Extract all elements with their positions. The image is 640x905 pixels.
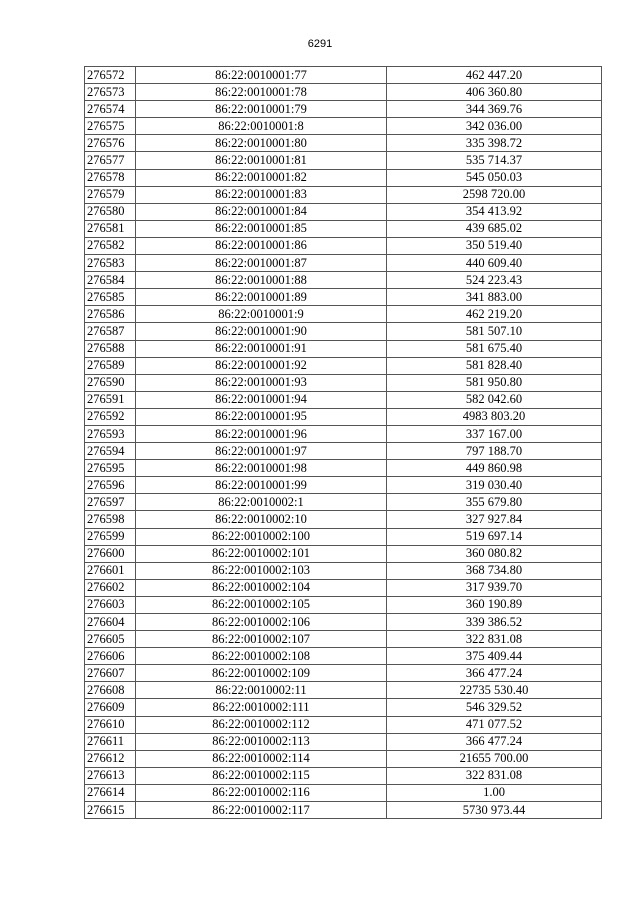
cadastral-number-cell: 86:22:0010001:93 bbox=[136, 374, 387, 391]
row-number-cell: 276583 bbox=[85, 255, 136, 272]
cadastral-number-cell: 86:22:0010002:105 bbox=[136, 596, 387, 613]
cadastral-number-cell: 86:22:0010001:92 bbox=[136, 357, 387, 374]
row-number-cell: 276596 bbox=[85, 477, 136, 494]
table-row bbox=[85, 716, 602, 733]
cadastral-number-cell: 86:22:0010001:81 bbox=[136, 152, 387, 169]
cadastral-value-cell: 797 188.70 bbox=[387, 443, 602, 460]
row-number-cell: 276574 bbox=[85, 101, 136, 118]
row-number-cell: 276600 bbox=[85, 545, 136, 562]
row-number-cell: 276578 bbox=[85, 169, 136, 186]
cadastral-value-cell: 319 030.40 bbox=[387, 477, 602, 494]
table-row bbox=[85, 374, 602, 391]
table-row bbox=[85, 443, 602, 460]
cadastral-value-cell: 341 883.00 bbox=[387, 289, 602, 306]
row-number-cell: 276597 bbox=[85, 494, 136, 511]
cadastral-number-cell: 86:22:0010001:97 bbox=[136, 443, 387, 460]
table-row bbox=[85, 408, 602, 425]
cadastral-value-cell: 519 697.14 bbox=[387, 528, 602, 545]
table-row bbox=[85, 169, 602, 186]
table-row bbox=[85, 665, 602, 682]
row-number-cell: 276606 bbox=[85, 648, 136, 665]
row-number-cell: 276615 bbox=[85, 802, 136, 819]
page-number: 6291 bbox=[307, 38, 333, 50]
cadastral-value-cell: 535 714.37 bbox=[387, 152, 602, 169]
cadastral-value-cell: 545 050.03 bbox=[387, 169, 602, 186]
table-row bbox=[85, 596, 602, 613]
row-number-cell: 276609 bbox=[85, 699, 136, 716]
row-number-cell: 276581 bbox=[85, 220, 136, 237]
cadastral-value-cell: 327 927.84 bbox=[387, 511, 602, 528]
cadastral-value-cell: 337 167.00 bbox=[387, 425, 602, 442]
cadastral-number-cell: 86:22:0010002:11 bbox=[136, 682, 387, 699]
cadastral-number-cell: 86:22:0010002:116 bbox=[136, 784, 387, 801]
cadastral-value-cell: 4983 803.20 bbox=[387, 408, 602, 425]
cadastral-number-cell: 86:22:0010001:87 bbox=[136, 255, 387, 272]
row-number-cell: 276613 bbox=[85, 767, 136, 784]
table-row bbox=[85, 784, 602, 801]
table-row bbox=[85, 84, 602, 101]
table-row bbox=[85, 289, 602, 306]
table-row bbox=[85, 118, 602, 135]
table-row bbox=[85, 562, 602, 579]
table-row bbox=[85, 186, 602, 203]
cadastral-number-cell: 86:22:0010001:85 bbox=[136, 220, 387, 237]
cadastral-number-cell: 86:22:0010001:79 bbox=[136, 101, 387, 118]
cadastral-value-cell: 366 477.24 bbox=[387, 665, 602, 682]
row-number-cell: 276602 bbox=[85, 579, 136, 596]
cadastral-number-cell: 86:22:0010001:9 bbox=[136, 306, 387, 323]
cadastral-number-cell: 86:22:0010002:113 bbox=[136, 733, 387, 750]
table-row bbox=[85, 425, 602, 442]
cadastral-number-cell: 86:22:0010002:107 bbox=[136, 631, 387, 648]
cadastral-value-cell: 2598 720.00 bbox=[387, 186, 602, 203]
cadastral-number-cell: 86:22:0010001:78 bbox=[136, 84, 387, 101]
cadastral-value-cell: 322 831.08 bbox=[387, 767, 602, 784]
row-number-cell: 276572 bbox=[85, 67, 136, 84]
cadastral-value-cell: 322 831.08 bbox=[387, 631, 602, 648]
cadastral-value-cell: 354 413.92 bbox=[387, 203, 602, 220]
table-row bbox=[85, 699, 602, 716]
cadastral-number-cell: 86:22:0010002:100 bbox=[136, 528, 387, 545]
table-row bbox=[85, 220, 602, 237]
table-row bbox=[85, 528, 602, 545]
cadastral-value-cell: 581 507.10 bbox=[387, 323, 602, 340]
row-number-cell: 276595 bbox=[85, 460, 136, 477]
cadastral-number-cell: 86:22:0010002:112 bbox=[136, 716, 387, 733]
table-row bbox=[85, 323, 602, 340]
row-number-cell: 276608 bbox=[85, 682, 136, 699]
table-row bbox=[85, 237, 602, 254]
cadastral-number-cell: 86:22:0010001:95 bbox=[136, 408, 387, 425]
cadastral-value-cell: 342 036.00 bbox=[387, 118, 602, 135]
table-row bbox=[85, 255, 602, 272]
cadastral-value-cell: 5730 973.44 bbox=[387, 802, 602, 819]
table-row bbox=[85, 648, 602, 665]
cadastral-number-cell: 86:22:0010002:117 bbox=[136, 802, 387, 819]
cadastral-value-cell: 546 329.52 bbox=[387, 699, 602, 716]
table-row bbox=[85, 733, 602, 750]
row-number-cell: 276610 bbox=[85, 716, 136, 733]
table-row bbox=[85, 494, 602, 511]
row-number-cell: 276575 bbox=[85, 118, 136, 135]
cadastral-number-cell: 86:22:0010002:108 bbox=[136, 648, 387, 665]
row-number-cell: 276593 bbox=[85, 425, 136, 442]
cadastral-number-cell: 86:22:0010001:91 bbox=[136, 340, 387, 357]
cadastral-number-cell: 86:22:0010002:114 bbox=[136, 750, 387, 767]
cadastral-number-cell: 86:22:0010002:103 bbox=[136, 562, 387, 579]
cadastral-value-cell: 375 409.44 bbox=[387, 648, 602, 665]
row-number-cell: 276573 bbox=[85, 84, 136, 101]
cadastral-value-cell: 524 223.43 bbox=[387, 272, 602, 289]
table-row bbox=[85, 750, 602, 767]
table-row bbox=[85, 152, 602, 169]
table-body bbox=[85, 67, 602, 819]
cadastral-value-cell: 581 828.40 bbox=[387, 357, 602, 374]
cadastral-number-cell: 86:22:0010001:84 bbox=[136, 203, 387, 220]
row-number-cell: 276586 bbox=[85, 306, 136, 323]
cadastral-number-cell: 86:22:0010001:86 bbox=[136, 237, 387, 254]
cadastral-value-cell: 449 860.98 bbox=[387, 460, 602, 477]
cadastral-number-cell: 86:22:0010001:77 bbox=[136, 67, 387, 84]
cadastral-value-table bbox=[84, 66, 602, 819]
cadastral-value-cell: 581 950.80 bbox=[387, 374, 602, 391]
cadastral-value-cell: 582 042.60 bbox=[387, 391, 602, 408]
cadastral-number-cell: 86:22:0010002:104 bbox=[136, 579, 387, 596]
cadastral-number-cell: 86:22:0010001:99 bbox=[136, 477, 387, 494]
cadastral-value-cell: 462 447.20 bbox=[387, 67, 602, 84]
cadastral-number-cell: 86:22:0010002:115 bbox=[136, 767, 387, 784]
row-number-cell: 276611 bbox=[85, 733, 136, 750]
table-row bbox=[85, 477, 602, 494]
row-number-cell: 276584 bbox=[85, 272, 136, 289]
row-number-cell: 276604 bbox=[85, 614, 136, 631]
row-number-cell: 276599 bbox=[85, 528, 136, 545]
cadastral-number-cell: 86:22:0010001:88 bbox=[136, 272, 387, 289]
cadastral-value-cell: 581 675.40 bbox=[387, 340, 602, 357]
cadastral-value-cell: 406 360.80 bbox=[387, 84, 602, 101]
row-number-cell: 276587 bbox=[85, 323, 136, 340]
row-number-cell: 276577 bbox=[85, 152, 136, 169]
table-row bbox=[85, 614, 602, 631]
cadastral-value-cell: 350 519.40 bbox=[387, 237, 602, 254]
table-row bbox=[85, 135, 602, 152]
table-row bbox=[85, 767, 602, 784]
cadastral-value-cell: 22735 530.40 bbox=[387, 682, 602, 699]
row-number-cell: 276580 bbox=[85, 203, 136, 220]
row-number-cell: 276594 bbox=[85, 443, 136, 460]
cadastral-number-cell: 86:22:0010001:8 bbox=[136, 118, 387, 135]
table-row bbox=[85, 511, 602, 528]
table-row bbox=[85, 460, 602, 477]
cadastral-value-cell: 439 685.02 bbox=[387, 220, 602, 237]
table-row bbox=[85, 579, 602, 596]
row-number-cell: 276576 bbox=[85, 135, 136, 152]
row-number-cell: 276588 bbox=[85, 340, 136, 357]
cadastral-value-cell: 471 077.52 bbox=[387, 716, 602, 733]
row-number-cell: 276614 bbox=[85, 784, 136, 801]
table-row bbox=[85, 306, 602, 323]
cadastral-value-cell: 335 398.72 bbox=[387, 135, 602, 152]
cadastral-value-cell: 317 939.70 bbox=[387, 579, 602, 596]
row-number-cell: 276590 bbox=[85, 374, 136, 391]
table-row bbox=[85, 340, 602, 357]
cadastral-value-cell: 344 369.76 bbox=[387, 101, 602, 118]
cadastral-number-cell: 86:22:0010001:80 bbox=[136, 135, 387, 152]
cadastral-value-cell: 1.00 bbox=[387, 784, 602, 801]
cadastral-number-cell: 86:22:0010002:1 bbox=[136, 494, 387, 511]
table-row bbox=[85, 682, 602, 699]
table-row bbox=[85, 545, 602, 562]
cadastral-number-cell: 86:22:0010001:94 bbox=[136, 391, 387, 408]
cadastral-number-cell: 86:22:0010001:90 bbox=[136, 323, 387, 340]
row-number-cell: 276579 bbox=[85, 186, 136, 203]
cadastral-value-cell: 355 679.80 bbox=[387, 494, 602, 511]
cadastral-value-cell: 339 386.52 bbox=[387, 614, 602, 631]
table-row bbox=[85, 203, 602, 220]
cadastral-number-cell: 86:22:0010001:83 bbox=[136, 186, 387, 203]
table-row bbox=[85, 631, 602, 648]
cadastral-number-cell: 86:22:0010001:82 bbox=[136, 169, 387, 186]
cadastral-number-cell: 86:22:0010002:101 bbox=[136, 545, 387, 562]
cadastral-value-cell: 21655 700.00 bbox=[387, 750, 602, 767]
cadastral-value-cell: 366 477.24 bbox=[387, 733, 602, 750]
cadastral-number-cell: 86:22:0010002:109 bbox=[136, 665, 387, 682]
cadastral-value-cell: 462 219.20 bbox=[387, 306, 602, 323]
row-number-cell: 276582 bbox=[85, 237, 136, 254]
row-number-cell: 276603 bbox=[85, 596, 136, 613]
table-row bbox=[85, 67, 602, 84]
row-number-cell: 276601 bbox=[85, 562, 136, 579]
table-row bbox=[85, 391, 602, 408]
cadastral-value-cell: 360 080.82 bbox=[387, 545, 602, 562]
cadastral-value-cell: 440 609.40 bbox=[387, 255, 602, 272]
cadastral-number-cell: 86:22:0010002:10 bbox=[136, 511, 387, 528]
row-number-cell: 276598 bbox=[85, 511, 136, 528]
row-number-cell: 276612 bbox=[85, 750, 136, 767]
table-row bbox=[85, 802, 602, 819]
cadastral-value-cell: 360 190.89 bbox=[387, 596, 602, 613]
table-row bbox=[85, 101, 602, 118]
row-number-cell: 276591 bbox=[85, 391, 136, 408]
cadastral-number-cell: 86:22:0010002:111 bbox=[136, 699, 387, 716]
cadastral-number-cell: 86:22:0010001:89 bbox=[136, 289, 387, 306]
table-row bbox=[85, 272, 602, 289]
cadastral-number-cell: 86:22:0010001:98 bbox=[136, 460, 387, 477]
row-number-cell: 276607 bbox=[85, 665, 136, 682]
table-row bbox=[85, 357, 602, 374]
cadastral-value-cell: 368 734.80 bbox=[387, 562, 602, 579]
cadastral-number-cell: 86:22:0010002:106 bbox=[136, 614, 387, 631]
row-number-cell: 276589 bbox=[85, 357, 136, 374]
row-number-cell: 276605 bbox=[85, 631, 136, 648]
row-number-cell: 276585 bbox=[85, 289, 136, 306]
cadastral-number-cell: 86:22:0010001:96 bbox=[136, 425, 387, 442]
row-number-cell: 276592 bbox=[85, 408, 136, 425]
